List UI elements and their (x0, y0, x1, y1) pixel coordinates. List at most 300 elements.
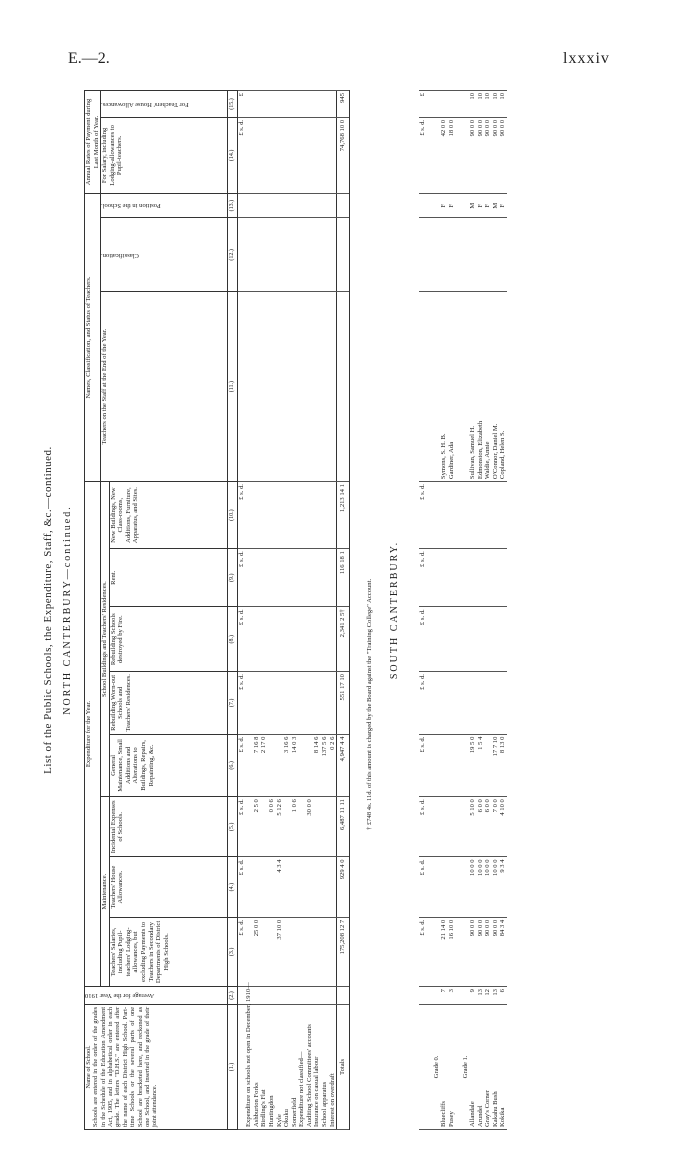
new-buildings (329, 482, 337, 549)
house-rate (313, 91, 321, 118)
house-rate (276, 91, 284, 118)
rebuild-fire (321, 607, 329, 672)
teacher-name (276, 292, 284, 482)
incidental (440, 797, 448, 857)
incidental: 6 0 0 (477, 797, 485, 857)
rent (484, 549, 492, 607)
salary-rate: 90 0 0 (484, 117, 492, 193)
house-rate: 10 (492, 91, 500, 118)
house-allowance (313, 857, 321, 917)
salaries: 16 10 0 (448, 917, 456, 986)
total-incidental: 6,487 11 11 (337, 797, 350, 857)
salaries: 90 0 0 (484, 917, 492, 986)
position (268, 193, 276, 218)
table-row (477, 91, 485, 1130)
school-name: Bluecliffs (440, 1004, 448, 1129)
house-allowance: 10 0 0 (492, 857, 500, 917)
house-allowance (253, 857, 261, 917)
position (276, 193, 284, 218)
general-maintenance: 7 16 8 (253, 734, 261, 797)
teacher-name (313, 292, 321, 482)
school-name: Kokika (499, 1004, 507, 1129)
incidental (298, 797, 306, 857)
salaries: 90 0 0 (492, 917, 500, 986)
rebuild-worn (283, 672, 291, 735)
table-row (329, 91, 337, 1130)
total-rent: 116 18 1 (337, 549, 350, 607)
col-rebuilding-worn: Rebuilding Worn-out Schools and Teachers' Residences. (109, 672, 227, 735)
incidental: 7 0 0 (492, 797, 500, 857)
incidental (329, 797, 337, 857)
salaries (306, 917, 314, 986)
col-num: (13.) (227, 193, 237, 218)
new-buildings (313, 482, 321, 549)
general-maintenance (268, 734, 276, 797)
rebuild-fire (298, 607, 306, 672)
unit-label: £ s. d. (419, 607, 427, 672)
col-classification: Classification. (101, 218, 228, 292)
total-rebuild-worn: 551 17 10 (337, 672, 350, 735)
salaries (313, 917, 321, 986)
schools-table (84, 90, 507, 1130)
table-row (499, 91, 507, 1130)
classification (313, 218, 321, 292)
new-buildings (469, 482, 477, 549)
classification (492, 218, 500, 292)
rebuild-fire (291, 607, 299, 672)
salaries (260, 917, 268, 986)
new-buildings (492, 482, 500, 549)
new-buildings (321, 482, 329, 549)
new-buildings (306, 482, 314, 549)
average-attendance: 13 (492, 987, 500, 1005)
incidental: 6 0 0 (484, 797, 492, 857)
average-attendance (253, 987, 261, 1005)
teacher-name (329, 292, 337, 482)
salary-rate (245, 117, 253, 193)
units-row (419, 91, 427, 1130)
general-maintenance: 8 14 6 (313, 734, 321, 797)
house-allowance: 4 3 4 (276, 857, 284, 917)
salaries: 90 0 0 (477, 917, 485, 986)
average-attendance (321, 987, 329, 1005)
position: F (440, 193, 448, 218)
position (329, 193, 337, 218)
classification (276, 218, 284, 292)
general-maintenance: 17 7 10 (492, 734, 500, 797)
page-code: E.—2. (68, 50, 110, 67)
new-buildings (298, 482, 306, 549)
rebuild-worn (469, 672, 477, 735)
salaries (298, 917, 306, 986)
average-attendance: 6 (499, 987, 507, 1005)
house-allowance (245, 857, 253, 917)
average-attendance (268, 987, 276, 1005)
table-row (313, 91, 321, 1130)
unit-label: £ s. d. (237, 917, 245, 986)
col-num: (9.) (227, 549, 237, 607)
position: F (484, 193, 492, 218)
incidental: 2 5 0 (253, 797, 261, 857)
house-rate (245, 91, 253, 118)
house-allowance (283, 857, 291, 917)
school-name: Expenditure not classified— (298, 1004, 306, 1129)
average-attendance (291, 987, 299, 1005)
south-canterbury-rows (419, 91, 507, 1130)
rent (448, 549, 456, 607)
rebuild-fire (253, 607, 261, 672)
col-rent: Rent. (109, 549, 227, 607)
unit-label: £ s. d. (237, 857, 245, 917)
classification (484, 218, 492, 292)
table-row (484, 91, 492, 1130)
general-maintenance: 137 5 6 (321, 734, 329, 797)
classification (268, 218, 276, 292)
incidental (321, 797, 329, 857)
position (321, 193, 329, 218)
classification (245, 218, 253, 292)
rebuild-worn (260, 672, 268, 735)
rent (283, 549, 291, 607)
col-average: Average for the Year 1910 (85, 987, 228, 1005)
salary-rate (291, 117, 299, 193)
col-expenditure: Expenditure for the Year. (85, 482, 101, 987)
rent (477, 549, 485, 607)
school-name: Gray's Corner (484, 1004, 492, 1129)
salary-rate (321, 117, 329, 193)
position (260, 193, 268, 218)
average-attendance (313, 987, 321, 1005)
average-attendance: 12 (484, 987, 492, 1005)
teacher-name (253, 292, 261, 482)
general-maintenance: 0 2 6 (329, 734, 337, 797)
unit-label: £ s. d. (237, 672, 245, 735)
rebuild-fire (329, 607, 337, 672)
house-allowance: 10 0 0 (469, 857, 477, 917)
col-teachers: Teachers on the Staff at the End of the Year. (101, 292, 228, 482)
rent (499, 549, 507, 607)
new-buildings (440, 482, 448, 549)
incidental (448, 797, 456, 857)
rent (268, 549, 276, 607)
average-attendance (276, 987, 284, 1005)
rebuild-fire (276, 607, 284, 672)
teacher-name (283, 292, 291, 482)
totals-label: Totals (337, 1004, 350, 1129)
new-buildings (448, 482, 456, 549)
totals-row (337, 91, 350, 1130)
col-house-allowances: Teachers' House Allowances. (109, 857, 227, 917)
house-allowance (440, 857, 448, 917)
col-new-buildings: New Buildings, New Class-rooms, Additions, Furniture, Apparatus, and Sites. (109, 482, 227, 549)
col-maintenance: Maintenance. (101, 797, 110, 987)
house-rate (440, 91, 448, 118)
salary-rate (306, 117, 314, 193)
teacher-name: Copland, Helen S. (499, 292, 507, 482)
rebuild-worn (291, 672, 299, 735)
rebuild-worn (276, 672, 284, 735)
table-row (245, 91, 253, 1130)
col-salaries: Teachers' Salaries, including Pupil-teachers' Lodging-allowances, but excluding Payments to Teachers in Secondary Departments of District High Schools. (109, 917, 227, 986)
col-num: (14.) (227, 117, 237, 193)
house-rate (298, 91, 306, 118)
unit-label: £ s. d. (419, 917, 427, 986)
col-name-of-school: Name of School. Schools are entered in the order of the grades in the Schedule of the Education Amendment Act, 1905, and in alphabetical order in each grade. The letters "D.H.S." are entered after the name of each District High School. Part-time Schools or the several parts of one School are bracketed here, and reckoned as one School, and inserted in the grade of their joint attendance. (85, 1004, 228, 1129)
rotated-page-content (40, 70, 680, 1130)
salaries (321, 917, 329, 986)
col-general-maintenance: General Maintenance, Small Additions and Alterations to Buildings, Repairs, Repainting, &c. (109, 734, 227, 797)
house-allowance: 9 3 4 (499, 857, 507, 917)
salary-rate (276, 117, 284, 193)
teacher-name: Symons, S. H. B. (440, 292, 448, 482)
unit-label: £ s. d. (419, 482, 427, 549)
unit-label: £ s. d. (419, 549, 427, 607)
average-attendance: 7 (440, 987, 448, 1005)
rent (469, 549, 477, 607)
rebuild-worn (321, 672, 329, 735)
school-name: Insurance on casual labour (313, 1004, 321, 1129)
school-name: Birdling's Flat (260, 1004, 268, 1129)
unit-label: £ s. d. (419, 117, 427, 193)
classification (253, 218, 261, 292)
salary-rate (283, 117, 291, 193)
house-allowance (291, 857, 299, 917)
general-maintenance (448, 734, 456, 797)
col-rates: Annual Rates of Payment during Last Month of Year. (85, 91, 101, 194)
rent (492, 549, 500, 607)
teacher-name: Gardiner, Ada (448, 292, 456, 482)
position (291, 193, 299, 218)
unit-label: £ s. d. (237, 797, 245, 857)
house-allowance (329, 857, 337, 917)
position (306, 193, 314, 218)
teacher-name (291, 292, 299, 482)
general-maintenance: 8 13 0 (499, 734, 507, 797)
rebuild-fire (313, 607, 321, 672)
salaries: 84 3 4 (499, 917, 507, 986)
rebuild-worn (306, 672, 314, 735)
table-row (283, 91, 291, 1130)
general-maintenance: 14 0 3 (291, 734, 299, 797)
position: F (448, 193, 456, 218)
col-salary-rate: For Salary, including Lodging-allowances to Pupil-teachers. (101, 117, 228, 193)
new-buildings (260, 482, 268, 549)
salaries: 37 10 0 (276, 917, 284, 986)
classification (321, 218, 329, 292)
new-buildings (253, 482, 261, 549)
rent (276, 549, 284, 607)
house-rate (260, 91, 268, 118)
unit-label: £ s. d. (419, 857, 427, 917)
average-attendance: 3 (448, 987, 456, 1005)
classification (306, 218, 314, 292)
teacher-name (245, 292, 253, 482)
salary-rate: 90 0 0 (492, 117, 500, 193)
rebuild-fire (448, 607, 456, 672)
page-number: lxxxiv (563, 50, 610, 67)
house-rate (283, 91, 291, 118)
total-house-rate: 945 (337, 91, 350, 118)
new-buildings (268, 482, 276, 549)
position: M (492, 193, 500, 218)
classification (448, 218, 456, 292)
rent (253, 549, 261, 607)
unit-label: £ s. d. (419, 734, 427, 797)
rent (260, 549, 268, 607)
col-num: (15.) (227, 91, 237, 118)
unit-label: £ (237, 91, 245, 118)
rebuild-worn (499, 672, 507, 735)
new-buildings (245, 482, 253, 549)
rebuild-fire (477, 607, 485, 672)
grade-heading-row (427, 91, 441, 1130)
rebuild-fire (283, 607, 291, 672)
table-row (291, 91, 299, 1130)
house-allowance (448, 857, 456, 917)
salaries (245, 917, 253, 986)
general-maintenance (440, 734, 448, 797)
rent (298, 549, 306, 607)
classification (298, 218, 306, 292)
general-maintenance: 19 5 0 (469, 734, 477, 797)
footnote: † £748 4s. 11d. of this amount is charged by the Board against the "Training College" Account. (366, 578, 373, 830)
teacher-name: Edmonston, Elizabeth (477, 292, 485, 482)
teacher-name: Sullivan, Samuel H. (469, 292, 477, 482)
house-rate (268, 91, 276, 118)
school-name: School apparatus (321, 1004, 329, 1129)
total-salaries: 175,208 12 7 (337, 917, 350, 986)
units-row (237, 91, 245, 1130)
general-maintenance (484, 734, 492, 797)
classification (477, 218, 485, 292)
total-general-maintenance: 4,947 4 4 (337, 734, 350, 797)
classification (469, 218, 477, 292)
general-maintenance: 1 5 4 (477, 734, 485, 797)
col-position: Position in the School. (101, 193, 228, 218)
rebuild-fire (306, 607, 314, 672)
teacher-name (268, 292, 276, 482)
school-name: Pusey (448, 1004, 456, 1129)
grade-heading: Grade 1. (456, 1004, 470, 1129)
table-row (260, 91, 268, 1130)
new-buildings (499, 482, 507, 549)
house-allowance (321, 857, 329, 917)
incidental: 1 0 6 (291, 797, 299, 857)
salary-rate (298, 117, 306, 193)
average-attendance (329, 987, 337, 1005)
table-row (253, 91, 261, 1130)
totals-section (337, 91, 420, 1130)
house-rate (253, 91, 261, 118)
salary-rate: 90 0 0 (477, 117, 485, 193)
house-rate (448, 91, 456, 118)
rebuild-worn (313, 672, 321, 735)
table-row (276, 91, 284, 1130)
incidental (313, 797, 321, 857)
teacher-name (306, 292, 314, 482)
salaries: 90 0 0 (469, 917, 477, 986)
average-attendance: 13 (477, 987, 485, 1005)
salaries: 25 0 0 (253, 917, 261, 986)
new-buildings (484, 482, 492, 549)
average-attendance (298, 987, 306, 1005)
rebuild-fire (260, 607, 268, 672)
table-row (268, 91, 276, 1130)
salaries: 21 14 0 (440, 917, 448, 986)
house-allowance: 10 0 0 (484, 857, 492, 917)
district-title-north: NORTH CANTERBURY—continued. (62, 505, 73, 715)
salary-rate (268, 117, 276, 193)
school-name: Expenditure on schools not open in December, 1910— (245, 1004, 253, 1129)
salaries (283, 917, 291, 986)
school-name: Auditing School Committees' accounts (306, 1004, 314, 1129)
table-title: List of the Public Schools, the Expenditure, Staff, &c.—continued. (42, 446, 54, 774)
salary-rate (260, 117, 268, 193)
school-name: Kyle (276, 1004, 284, 1129)
unit-label: £ s. d. (419, 672, 427, 735)
rebuild-fire (484, 607, 492, 672)
school-name: Kakahu Bush (492, 1004, 500, 1129)
unit-label: £ s. d. (237, 607, 245, 672)
rebuild-worn (329, 672, 337, 735)
position (283, 193, 291, 218)
school-name: Ashburton Forks (253, 1004, 261, 1129)
col-num: (12.) (227, 218, 237, 292)
house-rate (291, 91, 299, 118)
rebuild-worn (298, 672, 306, 735)
salary-rate (329, 117, 337, 193)
general-maintenance (276, 734, 284, 797)
teacher-name: Waldie, Annie (484, 292, 492, 482)
average-attendance (306, 987, 314, 1005)
salaries (268, 917, 276, 986)
teacher-name (321, 292, 329, 482)
col-num: (11.) (227, 292, 237, 482)
general-maintenance (245, 734, 253, 797)
incidental (283, 797, 291, 857)
col-num: (2.) (227, 987, 237, 1005)
house-rate (321, 91, 329, 118)
col-num: (10.) (227, 482, 237, 549)
col-staff: Names, Classification, and Status of Teachers. (85, 193, 101, 481)
classification (440, 218, 448, 292)
total-house: 929 4 0 (337, 857, 350, 917)
rebuild-fire (499, 607, 507, 672)
col-rebuilding-fire: Rebuilding Schools destroyed by Fire. (109, 607, 227, 672)
position: F (477, 193, 485, 218)
total-rebuild-fire: 2,341 2 5† (337, 607, 350, 672)
table-row (298, 91, 306, 1130)
new-buildings (283, 482, 291, 549)
house-rate (306, 91, 314, 118)
classification (283, 218, 291, 292)
classification (329, 218, 337, 292)
general-maintenance: 2 17 0 (260, 734, 268, 797)
school-name: Interest on overdraft (329, 1004, 337, 1129)
general-maintenance (298, 734, 306, 797)
position (245, 193, 253, 218)
general-maintenance: 3 16 6 (283, 734, 291, 797)
salary-rate (253, 117, 261, 193)
position: M (469, 193, 477, 218)
table-row (469, 91, 477, 1130)
rebuild-worn (484, 672, 492, 735)
classification (291, 218, 299, 292)
position (253, 193, 261, 218)
rent (440, 549, 448, 607)
unit-label: £ s. d. (237, 482, 245, 549)
total-new-buildings: 1,213 14 1 (337, 482, 350, 549)
